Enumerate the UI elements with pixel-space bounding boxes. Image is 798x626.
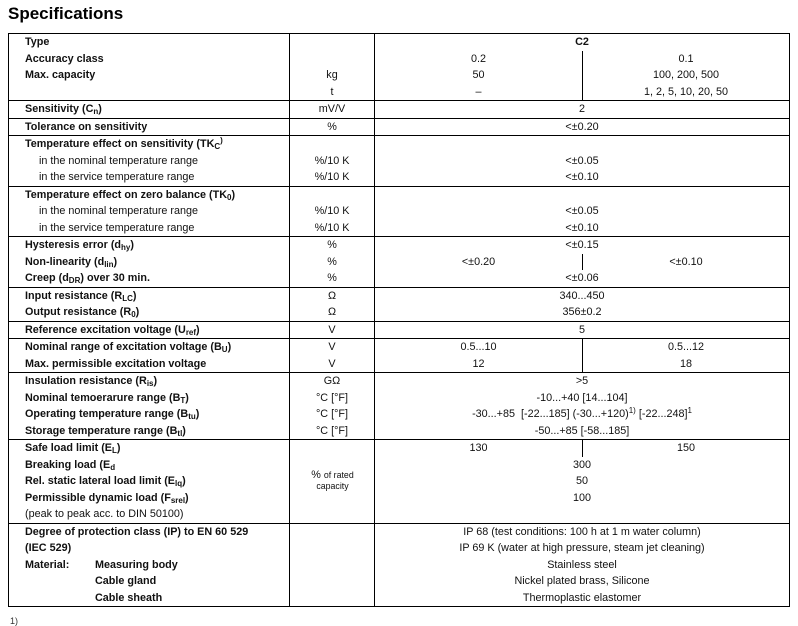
text-segment: srel bbox=[170, 495, 186, 505]
text-segment: -30...+85 [-22...185] (-30...+120) bbox=[472, 408, 629, 420]
text-segment: Cable sheath bbox=[95, 591, 163, 604]
spec-unit bbox=[290, 524, 375, 541]
spec-label bbox=[9, 304, 290, 321]
spec-value bbox=[375, 390, 789, 407]
spec-section bbox=[9, 34, 789, 101]
text-segment: 12 bbox=[472, 357, 485, 370]
spec-value-left bbox=[375, 254, 582, 271]
spec-unit bbox=[290, 84, 375, 101]
text-segment: <±0.15 bbox=[565, 239, 599, 251]
spec-value bbox=[375, 322, 789, 339]
spec-value bbox=[375, 490, 789, 507]
spec-section bbox=[9, 440, 789, 524]
text-segment: Breaking load (E bbox=[25, 458, 111, 471]
spec-unit bbox=[290, 540, 375, 557]
text-segment: %/10 K bbox=[314, 154, 350, 167]
spec-unit bbox=[290, 573, 375, 590]
text-segment: ) bbox=[130, 239, 134, 251]
spec-row bbox=[9, 423, 789, 440]
spec-section bbox=[9, 101, 789, 119]
text-segment: 0.1 bbox=[678, 52, 694, 65]
spec-label bbox=[9, 373, 290, 390]
text-segment: Max. capacity bbox=[25, 69, 96, 81]
text-segment: % bbox=[327, 272, 337, 284]
unit-line bbox=[316, 481, 348, 492]
text-segment: 0.2 bbox=[470, 52, 486, 65]
text-segment: Degree of protection class (IP) to EN 60 529 bbox=[25, 525, 249, 538]
text-segment: Sensitivity (C bbox=[25, 103, 94, 115]
spec-value bbox=[375, 136, 789, 153]
text-segment: Input resistance (R bbox=[25, 289, 123, 302]
text-segment: ) bbox=[182, 475, 186, 487]
text-segment: IP 68 (test conditions: 100 h at 1 m water column) bbox=[463, 525, 701, 538]
unit-line bbox=[311, 470, 353, 481]
spec-section bbox=[9, 322, 789, 340]
spec-unit bbox=[290, 34, 375, 51]
spec-label bbox=[9, 590, 290, 607]
spec-label bbox=[9, 220, 290, 237]
spec-row bbox=[9, 473, 789, 490]
spec-unit bbox=[290, 406, 375, 423]
text-segment: 5 bbox=[578, 323, 585, 336]
text-segment: DR bbox=[68, 276, 81, 285]
spec-value bbox=[375, 119, 789, 136]
spec-value bbox=[375, 220, 789, 237]
spec-section bbox=[9, 373, 789, 440]
footnote-mark: 1) bbox=[10, 616, 19, 626]
spec-unit bbox=[290, 101, 375, 118]
text-segment: ) bbox=[185, 391, 189, 404]
spec-row bbox=[9, 373, 789, 390]
spec-value bbox=[375, 203, 789, 220]
spec-value bbox=[375, 440, 789, 457]
text-segment: Accuracy class bbox=[25, 52, 104, 65]
text-segment: is bbox=[146, 379, 154, 388]
spec-row bbox=[9, 322, 789, 339]
text-segment: C2 bbox=[575, 36, 589, 48]
text-segment: 356±0.2 bbox=[562, 306, 602, 318]
text-segment: Measuring body bbox=[95, 558, 178, 571]
text-segment: Nominal temoerarure range (B bbox=[25, 391, 181, 404]
spec-label bbox=[9, 101, 290, 118]
spec-section bbox=[9, 339, 789, 373]
spec-value-right bbox=[582, 51, 789, 68]
spec-value bbox=[375, 524, 789, 541]
text-segment: Thermoplastic elastomer bbox=[522, 591, 642, 604]
text-segment: Temperature effect on zero balance (TK bbox=[25, 188, 227, 201]
text-segment: 0 bbox=[227, 192, 232, 202]
text-segment: d bbox=[110, 462, 116, 472]
text-segment: ) bbox=[182, 424, 186, 437]
text-segment: 50 bbox=[575, 475, 588, 487]
spec-label bbox=[9, 169, 290, 186]
text-segment: – bbox=[475, 85, 482, 98]
text-segment: lin bbox=[104, 259, 114, 269]
spec-row bbox=[9, 203, 789, 220]
spec-row bbox=[9, 136, 789, 153]
text-segment: ) bbox=[113, 255, 118, 268]
text-segment: <±0.05 bbox=[565, 154, 599, 167]
spec-row bbox=[9, 67, 789, 84]
text-segment: Ω bbox=[327, 306, 337, 318]
spec-row bbox=[9, 254, 789, 271]
spec-unit-rated-capacity bbox=[290, 440, 375, 523]
spec-value bbox=[375, 270, 789, 287]
spec-unit bbox=[290, 153, 375, 170]
text-segment: in the nominal temperature range bbox=[39, 154, 199, 167]
text-segment: Cable gland bbox=[95, 575, 157, 587]
spec-value-right bbox=[582, 339, 789, 356]
spec-label bbox=[9, 557, 290, 574]
spec-value bbox=[375, 67, 789, 84]
text-segment: 340...450 bbox=[559, 289, 605, 302]
spec-unit bbox=[290, 288, 375, 305]
text-segment: 100, 200, 500 bbox=[652, 69, 720, 81]
text-segment: T bbox=[180, 395, 186, 405]
text-segment: Ω bbox=[327, 289, 337, 302]
spec-value bbox=[375, 304, 789, 321]
spec-value bbox=[375, 237, 789, 254]
spec-label bbox=[9, 356, 290, 373]
spec-label bbox=[9, 423, 290, 440]
spec-unit bbox=[290, 339, 375, 356]
spec-row bbox=[9, 590, 789, 607]
spec-row bbox=[9, 153, 789, 170]
spec-unit bbox=[290, 390, 375, 407]
text-segment: of rated bbox=[323, 470, 354, 481]
spec-unit bbox=[290, 423, 375, 440]
spec-unit bbox=[290, 322, 375, 339]
spec-value bbox=[375, 406, 789, 423]
text-segment: ref bbox=[185, 327, 197, 337]
text-segment: 2 bbox=[578, 103, 585, 115]
spec-value bbox=[375, 506, 789, 523]
text-segment: Hysteresis error (d bbox=[25, 239, 122, 251]
text-segment: ) bbox=[135, 306, 140, 318]
text-segment: <±0.20 bbox=[565, 120, 599, 133]
spec-row bbox=[9, 34, 789, 51]
spec-row bbox=[9, 557, 789, 574]
spec-row bbox=[9, 119, 789, 136]
spec-value-right bbox=[582, 440, 789, 457]
text-segment: 0.5...12 bbox=[667, 341, 705, 353]
spec-section bbox=[9, 119, 789, 137]
text-segment: in the service temperature range bbox=[39, 171, 195, 183]
spec-label bbox=[9, 506, 290, 523]
spec-row bbox=[9, 406, 789, 423]
spec-unit bbox=[290, 136, 375, 153]
spec-label bbox=[9, 288, 290, 305]
spec-row bbox=[9, 457, 789, 474]
text-segment: lq bbox=[175, 479, 183, 488]
spec-label bbox=[9, 153, 290, 170]
spec-label bbox=[9, 136, 290, 153]
text-segment: % bbox=[327, 239, 337, 251]
spec-label bbox=[9, 237, 290, 254]
text-segment: L bbox=[112, 446, 117, 455]
spec-value bbox=[375, 169, 789, 186]
spec-unit bbox=[290, 169, 375, 186]
spec-label bbox=[9, 573, 290, 590]
spec-unit bbox=[290, 67, 375, 84]
spec-row bbox=[9, 440, 789, 457]
spec-value-left bbox=[375, 51, 582, 68]
text-segment: 50 bbox=[472, 69, 485, 81]
text-segment: -50...+85 [-58...185] bbox=[534, 424, 630, 437]
text-segment: 0.5...10 bbox=[460, 341, 497, 353]
spec-unit bbox=[290, 119, 375, 136]
spec-label bbox=[9, 524, 290, 541]
text-segment: °C [°F] bbox=[315, 424, 349, 437]
spec-row bbox=[9, 84, 789, 101]
text-segment: Material: bbox=[25, 558, 70, 571]
text-segment: tl bbox=[177, 428, 183, 438]
spec-unit bbox=[290, 51, 375, 68]
spec-unit bbox=[290, 203, 375, 220]
spec-table bbox=[8, 33, 790, 607]
spec-label bbox=[9, 203, 290, 220]
text-segment: -10...+40 [14...104] bbox=[536, 391, 628, 404]
text-segment: IP 69 K (water at high pressure, steam jet cleaning) bbox=[459, 542, 705, 554]
spec-unit bbox=[290, 557, 375, 574]
text-segment: 0 bbox=[131, 310, 136, 319]
spec-label bbox=[9, 440, 290, 457]
text-segment: LC bbox=[122, 293, 133, 303]
spec-label bbox=[9, 34, 290, 51]
text-segment: ) bbox=[98, 103, 102, 115]
spec-label bbox=[9, 490, 290, 507]
text-segment: V bbox=[328, 341, 336, 353]
text-segment: ) bbox=[195, 408, 200, 420]
text-segment: %/10 K bbox=[314, 221, 350, 234]
text-segment: °C [°F] bbox=[315, 408, 349, 420]
text-segment: Tolerance on sensitivity bbox=[25, 120, 148, 133]
spec-value bbox=[375, 540, 789, 557]
spec-section bbox=[9, 524, 789, 607]
page-title: Specifications bbox=[8, 4, 124, 23]
spec-row bbox=[9, 390, 789, 407]
spec-section bbox=[9, 237, 789, 288]
spec-row bbox=[9, 220, 789, 237]
spec-row bbox=[9, 101, 789, 118]
text-segment: GΩ bbox=[323, 375, 341, 387]
text-segment: <±0.10 bbox=[669, 255, 703, 268]
spec-value bbox=[375, 356, 789, 373]
text-segment: Permissible dynamic load (F bbox=[25, 491, 171, 504]
text-segment: <±0.06 bbox=[565, 272, 599, 284]
spec-label bbox=[9, 457, 290, 474]
text-segment: in the nominal temperature range bbox=[39, 205, 199, 217]
text-segment: Output resistance (R bbox=[25, 306, 132, 318]
spec-unit bbox=[290, 304, 375, 321]
spec-value bbox=[375, 423, 789, 440]
text-segment: Safe load limit (E bbox=[25, 442, 112, 454]
spec-value bbox=[375, 590, 789, 607]
spec-value-left bbox=[375, 339, 582, 356]
text-segment: ) bbox=[220, 136, 223, 145]
spec-row bbox=[9, 540, 789, 557]
spec-row bbox=[9, 304, 789, 321]
spec-value-right bbox=[582, 84, 789, 101]
spec-value bbox=[375, 187, 789, 204]
text-segment: 18 bbox=[679, 357, 692, 370]
text-segment: ) bbox=[231, 188, 236, 201]
spec-unit bbox=[290, 220, 375, 237]
spec-value bbox=[375, 101, 789, 118]
spec-row bbox=[9, 51, 789, 68]
text-segment: 130 bbox=[469, 442, 488, 454]
text-segment: % bbox=[327, 120, 337, 133]
text-segment: ) bbox=[185, 491, 189, 504]
text-segment: Stainless steel bbox=[547, 558, 617, 571]
spec-row bbox=[9, 573, 789, 590]
spec-row bbox=[9, 524, 789, 541]
text-segment: ) bbox=[116, 442, 121, 454]
text-segment: <±0.10 bbox=[565, 221, 599, 234]
text-segment: t bbox=[330, 85, 334, 98]
spec-section bbox=[9, 136, 789, 187]
spec-value bbox=[375, 51, 789, 68]
spec-unit bbox=[290, 270, 375, 287]
text-segment: °C [°F] bbox=[315, 391, 349, 404]
text-segment: kg bbox=[326, 69, 338, 81]
spec-value bbox=[375, 557, 789, 574]
text-segment: Reference excitation voltage (U bbox=[25, 323, 186, 336]
spec-value bbox=[375, 288, 789, 305]
text-segment: 300 bbox=[572, 458, 591, 471]
text-segment: Type bbox=[25, 36, 50, 48]
spec-label bbox=[9, 339, 290, 356]
spec-row bbox=[9, 490, 789, 507]
text-segment: >5 bbox=[575, 375, 589, 387]
text-segment: [-22...248] bbox=[635, 408, 688, 420]
spec-label bbox=[9, 84, 290, 101]
spec-row bbox=[9, 506, 789, 523]
text-segment: <±0.20 bbox=[461, 255, 496, 268]
text-segment: ) bbox=[227, 341, 232, 353]
text-segment: mV/V bbox=[318, 103, 346, 115]
spec-label bbox=[9, 390, 290, 407]
spec-unit bbox=[290, 590, 375, 607]
text-segment: Rel. static lateral load limit (E bbox=[25, 475, 176, 487]
text-segment: Nominal range of excitation voltage (B bbox=[25, 341, 222, 353]
spec-unit bbox=[290, 237, 375, 254]
spec-label bbox=[9, 406, 290, 423]
text-segment: Max. permissible excitation voltage bbox=[25, 357, 207, 370]
text-segment: (IEC 529) bbox=[25, 542, 72, 554]
spec-row bbox=[9, 356, 789, 373]
spec-value-left bbox=[375, 84, 582, 101]
spec-value-right bbox=[582, 254, 789, 271]
text-segment: 1) bbox=[628, 406, 636, 415]
spec-row bbox=[9, 169, 789, 186]
spec-label bbox=[9, 67, 290, 84]
spec-row bbox=[9, 339, 789, 356]
spec-row bbox=[9, 288, 789, 305]
text-segment: %/10 K bbox=[314, 171, 350, 183]
text-segment: 150 bbox=[676, 442, 695, 454]
spec-value bbox=[375, 84, 789, 101]
text-segment: U bbox=[221, 345, 228, 354]
text-segment: Creep (d bbox=[25, 272, 69, 284]
spec-label bbox=[9, 254, 290, 271]
text-segment: Storage temperature range (B bbox=[25, 424, 178, 437]
text-segment: Insulation resistance (R bbox=[25, 375, 147, 387]
text-segment: tu bbox=[188, 412, 196, 421]
text-segment: <±0.10 bbox=[565, 171, 599, 183]
text-segment: ) bbox=[153, 375, 158, 387]
spec-unit bbox=[290, 187, 375, 204]
text-segment: % bbox=[311, 469, 324, 482]
text-segment: 1 bbox=[687, 406, 692, 415]
text-segment: %/10 K bbox=[314, 205, 350, 217]
spec-label bbox=[9, 119, 290, 136]
text-segment: ) bbox=[132, 289, 137, 302]
text-segment: ) over 30 min. bbox=[80, 272, 150, 284]
spec-value bbox=[375, 373, 789, 390]
text-segment: Operating temperature range (B bbox=[25, 408, 189, 420]
spec-unit bbox=[290, 373, 375, 390]
text-segment: Temperature effect on sensitivity (TK bbox=[25, 138, 215, 150]
spec-section bbox=[9, 288, 789, 322]
text-segment: in the service temperature range bbox=[39, 221, 195, 234]
spec-label bbox=[9, 473, 290, 490]
spec-value bbox=[375, 153, 789, 170]
text-segment: n bbox=[93, 107, 99, 116]
spec-value bbox=[375, 573, 789, 590]
spec-unit bbox=[290, 254, 375, 271]
spec-label bbox=[9, 270, 290, 287]
spec-unit bbox=[290, 356, 375, 373]
text-segment: capacity bbox=[316, 481, 349, 492]
text-segment: % bbox=[327, 255, 337, 268]
spec-value-right bbox=[582, 356, 789, 373]
spec-label bbox=[9, 322, 290, 339]
text-segment: <±0.05 bbox=[565, 205, 599, 217]
spec-value bbox=[375, 473, 789, 490]
text-segment: V bbox=[328, 357, 336, 370]
spec-row bbox=[9, 187, 789, 204]
spec-value bbox=[375, 254, 789, 271]
text-segment: 1, 2, 5, 10, 20, 50 bbox=[643, 85, 729, 98]
text-segment: hy bbox=[121, 243, 131, 252]
text-segment: ) bbox=[196, 323, 200, 336]
spec-section bbox=[9, 187, 789, 238]
spec-value-right bbox=[582, 67, 789, 84]
spec-value-left bbox=[375, 67, 582, 84]
text-segment: V bbox=[328, 323, 336, 336]
text-segment: 100 bbox=[572, 491, 591, 504]
text-segment: Non-linearity (d bbox=[25, 255, 105, 268]
text-segment: C bbox=[214, 142, 221, 151]
spec-label bbox=[9, 187, 290, 204]
spec-value-left bbox=[375, 356, 582, 373]
spec-row bbox=[9, 270, 789, 287]
spec-label bbox=[9, 540, 290, 557]
spec-value-left bbox=[375, 440, 582, 457]
spec-label bbox=[9, 51, 290, 68]
spec-value bbox=[375, 339, 789, 356]
text-segment: (peak to peak acc. to DIN 50100) bbox=[25, 508, 184, 520]
text-segment: Nickel plated brass, Silicone bbox=[514, 575, 650, 587]
spec-value bbox=[375, 34, 789, 51]
spec-row bbox=[9, 237, 789, 254]
spec-value bbox=[375, 457, 789, 474]
